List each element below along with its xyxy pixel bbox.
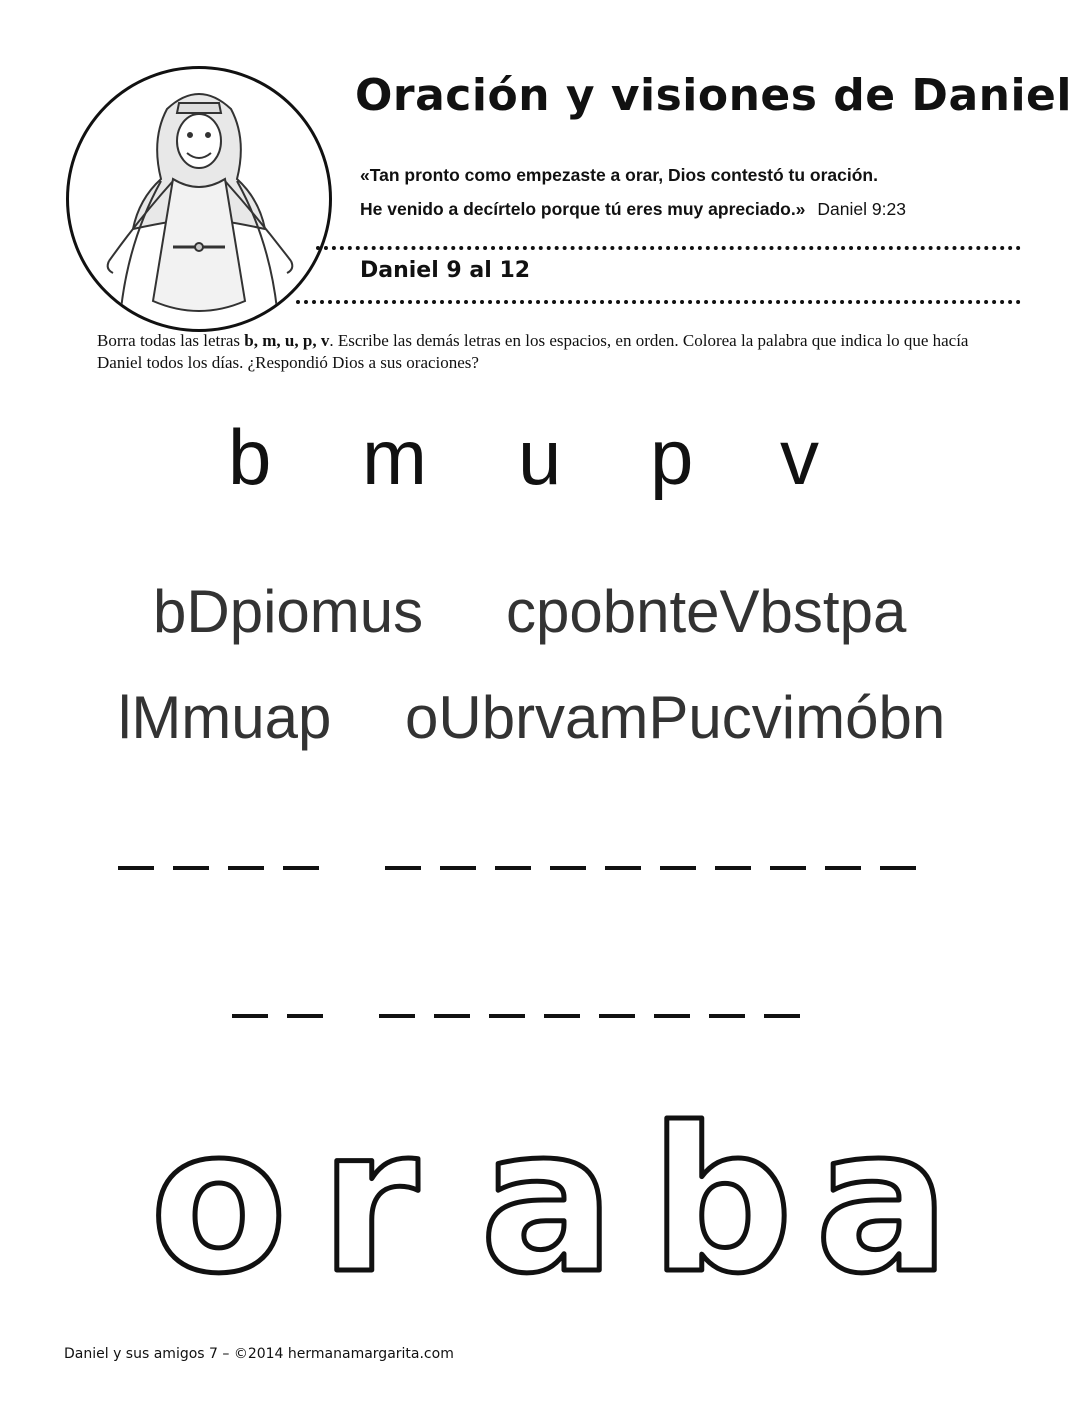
erase-letter: m <box>362 413 427 501</box>
answer-blank[interactable] <box>283 866 319 870</box>
instructions-text <box>97 330 1017 374</box>
footer-copyright: Daniel y sus amigos 7 – ©2014 hermanamargarita.com <box>64 1346 454 1362</box>
verse-line-1: «Tan pronto como empezaste a orar, Dios contestó tu oración. <box>360 165 878 185</box>
answer-blank[interactable] <box>825 866 861 870</box>
outline-letter-o[interactable]: o <box>150 1085 288 1295</box>
answer-blank[interactable] <box>654 1014 690 1018</box>
scrambled-word: cpobnteVbstpa <box>506 578 907 645</box>
erase-letter: p <box>650 413 694 501</box>
dotted-divider-top <box>316 246 1021 250</box>
answer-blank[interactable] <box>232 1014 268 1018</box>
answer-blank[interactable] <box>287 1014 323 1018</box>
dotted-divider-bottom <box>296 300 1021 304</box>
verse-line-2-text: He venido a decírtelo porque tú eres muy apreciado.» <box>360 199 806 219</box>
answer-blank[interactable] <box>118 866 154 870</box>
angel-illustration <box>66 66 332 332</box>
verse-line-2 <box>360 192 906 226</box>
answer-blank[interactable] <box>379 1014 415 1018</box>
page-title: Oración y visiones de Daniel <box>355 70 1072 121</box>
scrambled-word: bDpiomus <box>153 578 424 645</box>
erase-letter: b <box>228 413 272 501</box>
answer-blank[interactable] <box>550 866 586 870</box>
answer-blank[interactable] <box>605 866 641 870</box>
scrambled-word: oUbrvamPucvimóbn <box>405 684 946 751</box>
erase-letter: u <box>518 413 562 501</box>
instructions-part2: . Escribe las demás letras en los espacios, en orden. Colorea la palabra que indica lo que hacía Daniel todos los días. ¿Respondió Dios a sus oraciones? <box>97 331 969 372</box>
answer-blank[interactable] <box>385 866 421 870</box>
answer-blank[interactable] <box>715 866 751 870</box>
bible-verse <box>360 158 906 226</box>
answer-blank[interactable] <box>660 866 696 870</box>
answer-blank[interactable] <box>764 1014 800 1018</box>
outline-letter-a[interactable]: a <box>480 1085 615 1295</box>
instructions-bold-letters: b, m, u, p, v <box>244 331 330 350</box>
answer-blank[interactable] <box>544 1014 580 1018</box>
passage-reference: Daniel 9 al 12 <box>360 258 531 283</box>
letters-to-erase <box>0 413 1088 508</box>
answer-blank[interactable] <box>440 866 476 870</box>
answer-blank[interactable] <box>770 866 806 870</box>
outline-letter-r[interactable]: r <box>320 1085 419 1295</box>
answer-blank[interactable] <box>880 866 916 870</box>
answer-blanks-row-2[interactable] <box>232 1005 819 1023</box>
answer-blank[interactable] <box>599 1014 635 1018</box>
erase-letter: v <box>780 413 819 501</box>
outline-letter-b[interactable]: b <box>650 1085 794 1295</box>
answer-blank[interactable] <box>489 1014 525 1018</box>
outline-letter-a[interactable]: a <box>815 1085 950 1295</box>
angel-figure-icon <box>69 69 329 329</box>
answer-blank[interactable] <box>495 866 531 870</box>
answer-blank[interactable] <box>228 866 264 870</box>
verse-reference: Daniel 9:23 <box>817 199 906 219</box>
outline-word-oraba[interactable] <box>150 1085 970 1295</box>
answer-blanks-row-1[interactable] <box>118 857 935 875</box>
instructions-part1: Borra todas las letras <box>97 331 245 350</box>
answer-blank[interactable] <box>173 866 209 870</box>
answer-blank[interactable] <box>434 1014 470 1018</box>
scrambled-word: lMmuap <box>118 684 332 751</box>
answer-blank[interactable] <box>709 1014 745 1018</box>
